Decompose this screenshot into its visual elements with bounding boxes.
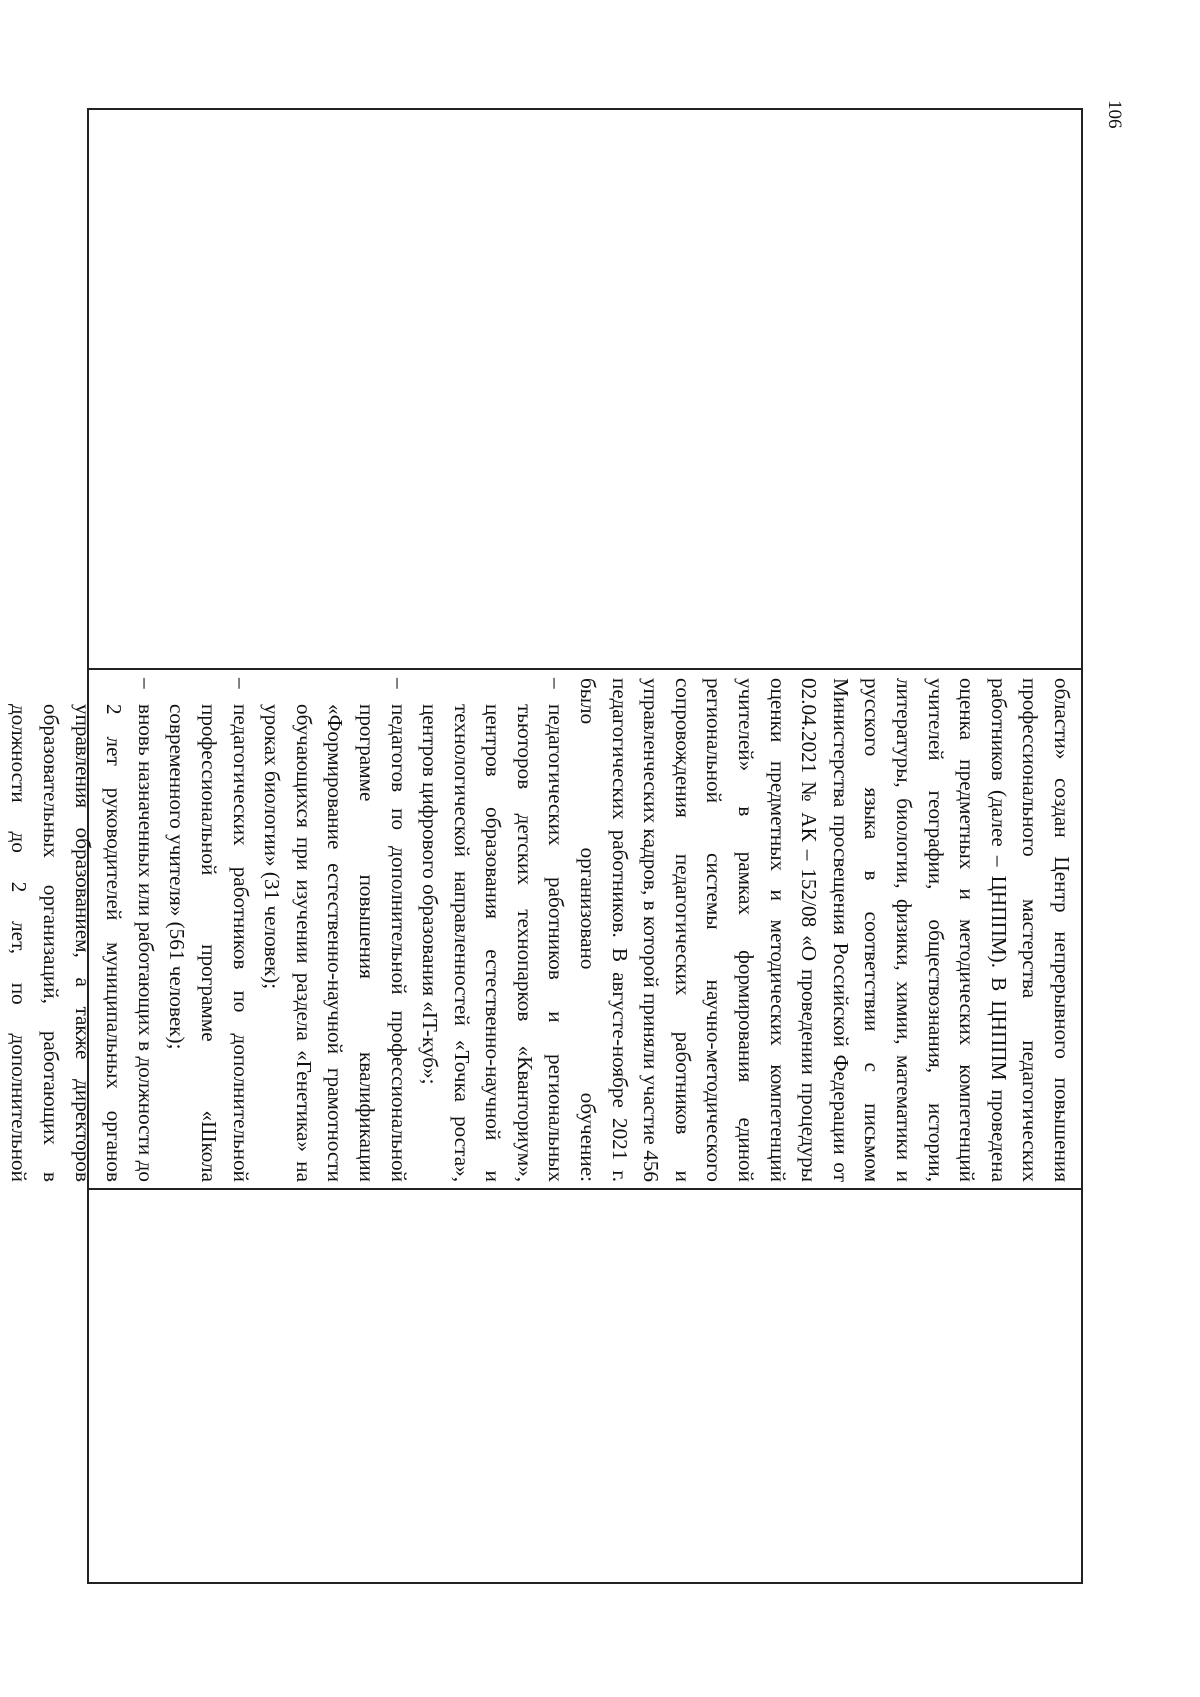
- list-item-text: педагогов по дополнительной профессиональной программе повышения квалификации «Формирование естественно-научной грамотности обучающихся при изучении раздела «Генетика» на уроках биологии» (31 человек);: [260, 704, 411, 1182]
- list-item-text: педагогических работников по дополнительной профессиональной программе «Школа современного учителя» (561 человек);: [165, 704, 253, 1182]
- list-item: [414, 678, 572, 1182]
- body-paragraph: области» создан Центр непрерывного повышения профессионального мастерства педагогических работников (далее – ЦНППМ). В ЦНППМ проведена оценка предметных и методических компетенций учителей географии, обществознания, истории, литературы, биологии, физики, химии, математики и русского языка в соответствии с письмом Министерства просвещения Российской Федерации от 02.04.2021 № АК – 152/08 «О проведении процедуры оценки предметных и методических компетенций учителей» в рамках формирования единой региональной системы научно-методического сопровождения педагогических работников и управленческих кадров, в которой приняли участие 456 педагогических работников. В августе-ноябре 2021 г. было организовано обучение:: [576, 678, 1074, 1182]
- list-item: [0, 678, 161, 1182]
- table-cell-empty-right: [89, 1190, 1081, 1582]
- dash-marker: –: [386, 678, 411, 689]
- dash-marker: –: [133, 678, 158, 689]
- dash-marker: –: [544, 678, 569, 689]
- table: [7, 108, 1083, 1584]
- bullet-list: [0, 678, 572, 1182]
- list-item-text: вновь назначенных или работающих в должности до 2 лет руководителей муниципальных органов управления образованием, а также директоров образовательных организаций, работающих в должности до 2 лет, по дополнительной: [7, 704, 158, 1182]
- page-number: 106: [1104, 100, 1125, 129]
- list-item: [161, 678, 256, 1182]
- rotated-page-content: [7, 108, 1083, 1584]
- list-item: [256, 678, 414, 1182]
- table-cell-text: [7, 670, 1081, 1190]
- table-cell-empty-left: [89, 110, 1081, 670]
- dash-marker: –: [228, 678, 253, 689]
- list-item-text: педагогических работников и региональных тьюторов детских технопарков «Кванториум», центров образования естественно-научной и технологической направленностей «Точка роста», центров цифрового образования «IT-куб»;: [418, 704, 569, 1182]
